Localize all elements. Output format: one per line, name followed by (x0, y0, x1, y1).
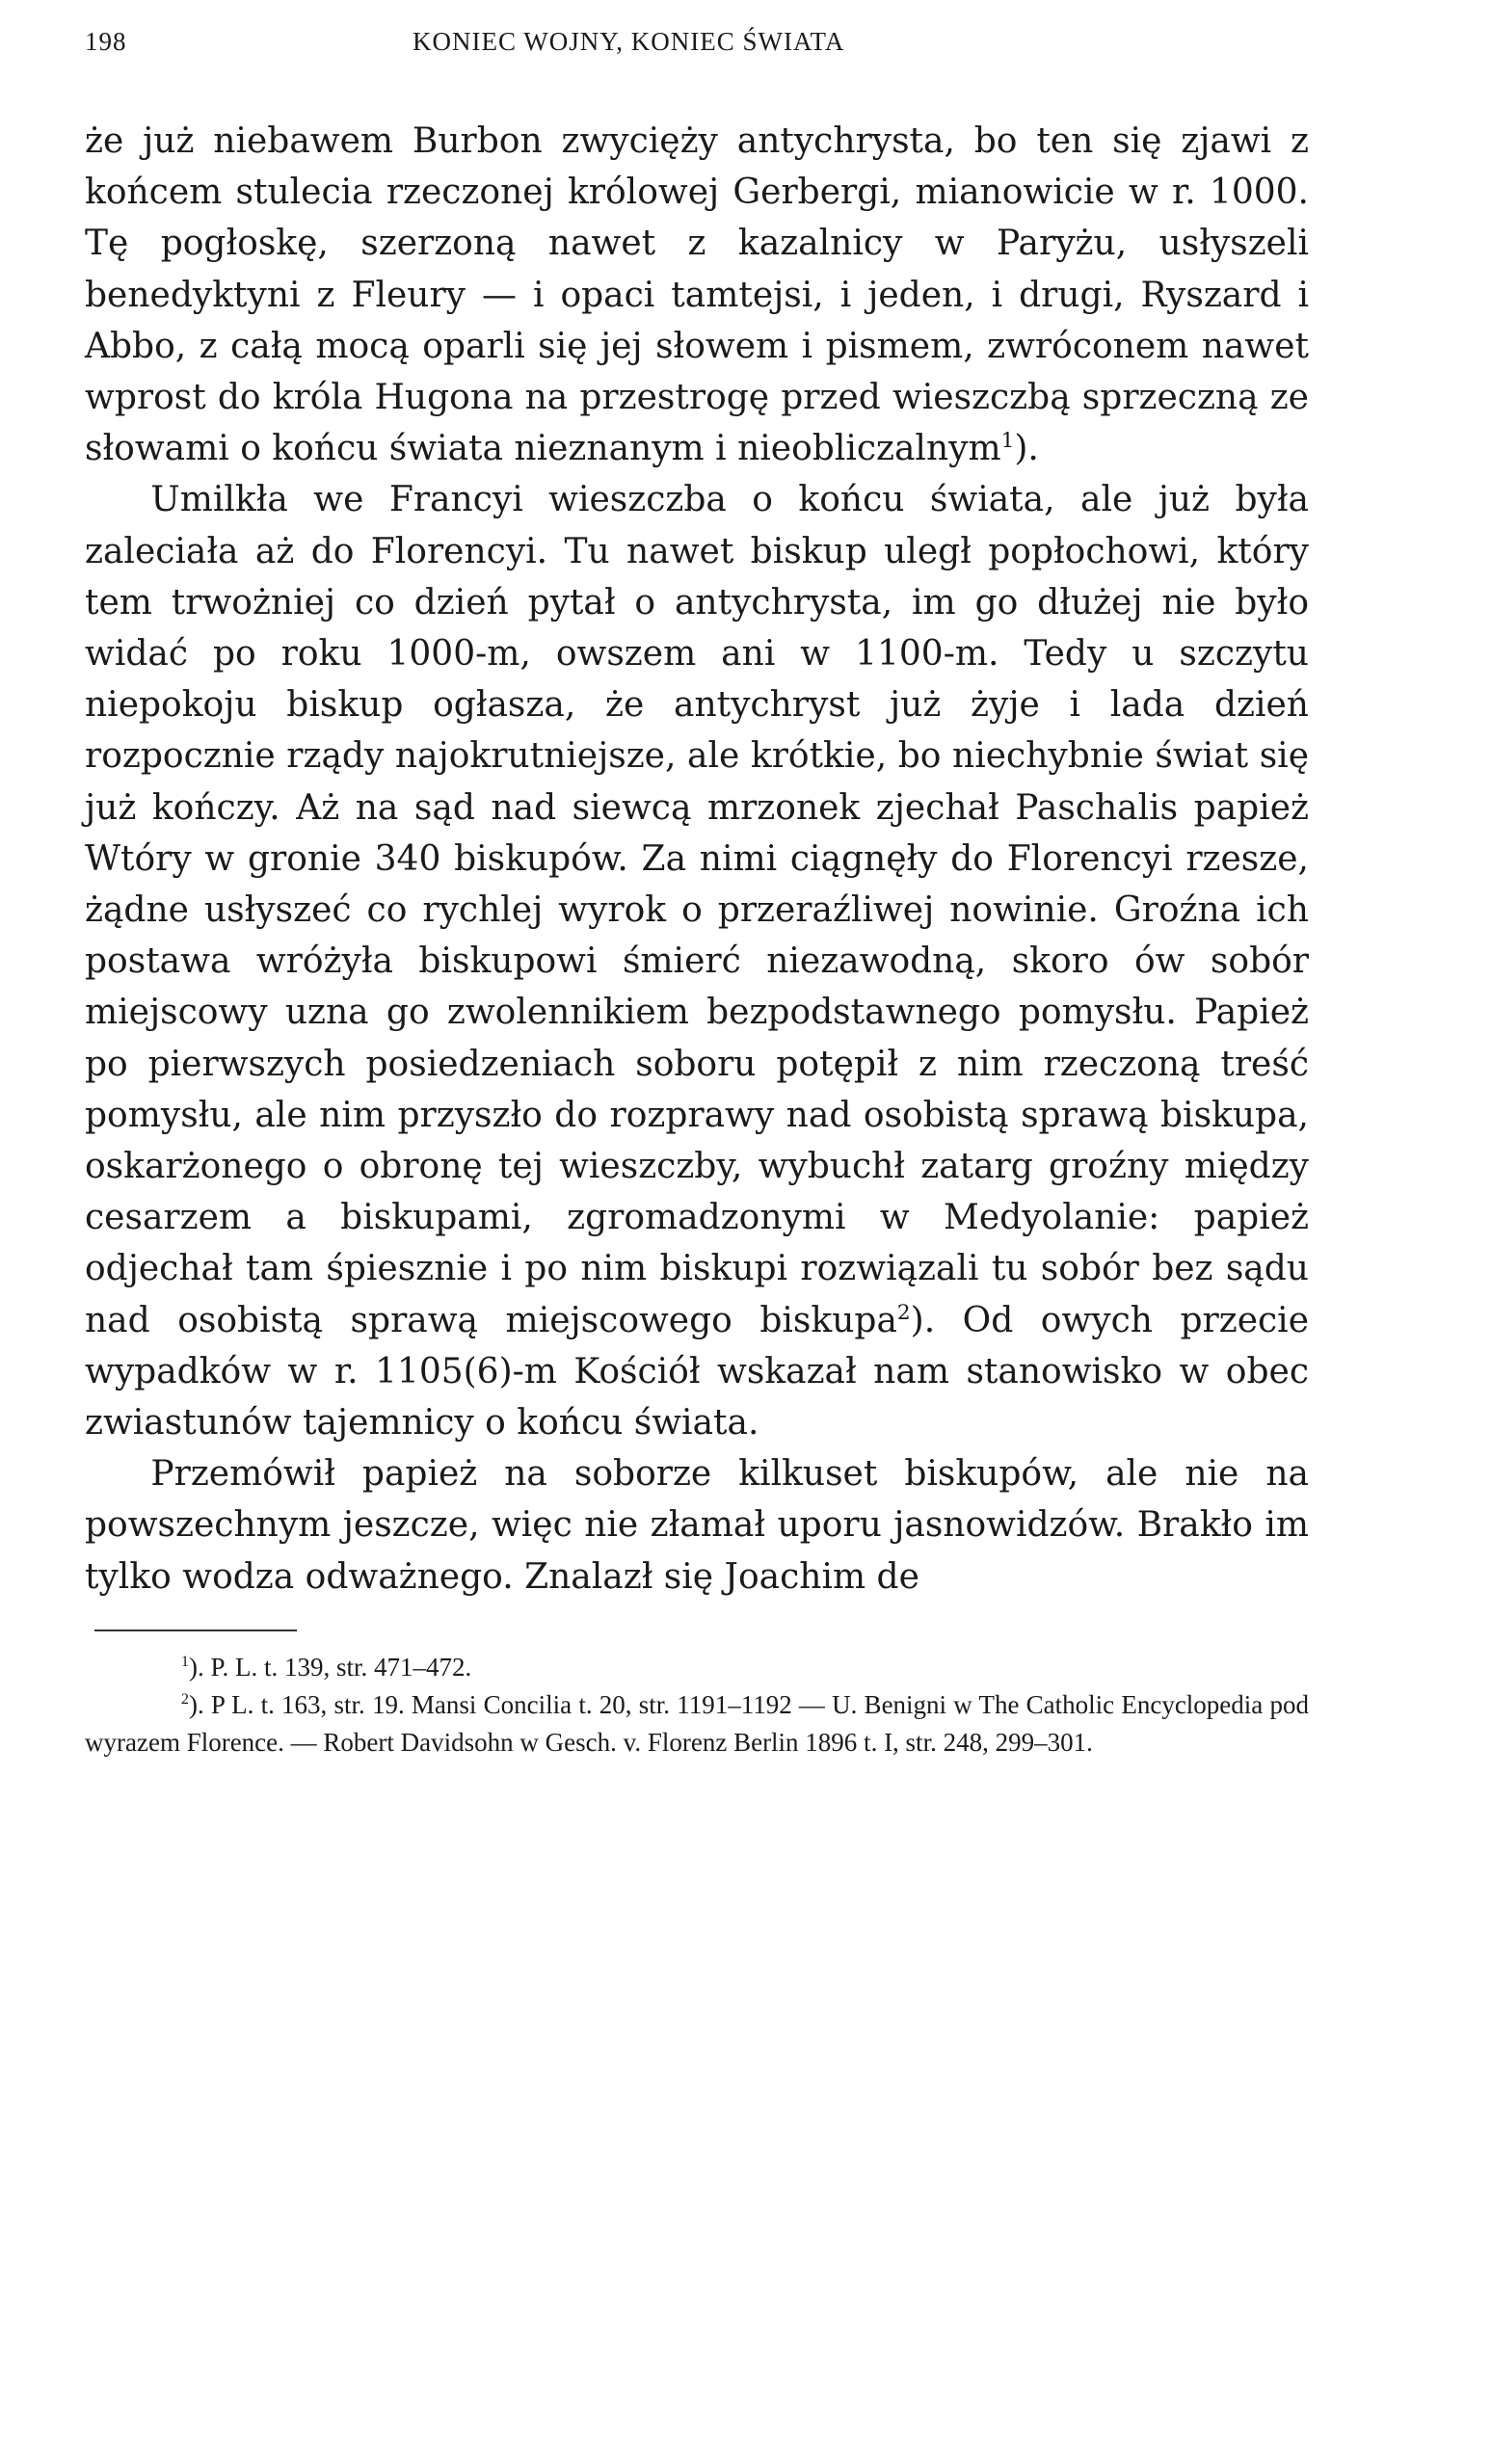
paragraph-2-tail: ). Od owych przecie wypadków w r. 1105(6)-m Kościół wskazał nam stanowisko w obec zwiastunów tajemnicy o końcu świata. (85, 1300, 1309, 1444)
footnote-ref-1[interactable]: 1 (1000, 429, 1015, 454)
paragraph-2-text: Umilkła we Francyi wieszczba o końcu świata, ale już była zaleciała aż do Florencyi. Tu nawet biskup uległ popłochowi, który tem trwożniej co dzień pytał o antychrysta, im go dłużej nie było widać po roku 1000-m, owszem ani w 1100-m. Tedy u szczytu niepokoju biskup ogłasza, że antychryst już żyje i lada dzień rozpocznie rządy najokrutniejsze, ale krótkie, bo niechybnie świat się już kończy. Aż na sąd nad siewcą mrzonek zjechał Paschalis papież Wtóry w gronie 340 biskupów. Za nimi ciągnęły do Florencyi rzesze, żądne usłyszeć co rychlej wyrok o przeraźliwej nowinie. Groźna ich postawa wróżyła biskupowi śmierć niezawodną, skoro ów sobór miejscowy uzna go zwolennikiem bezpodstawnego pomysłu. Papież po pierwszych posiedzeniach soboru potępił z nim rzeczoną treść pomysłu, ale nim przyszło do rozprawy nad osobistą sprawą biskupa, oskarżonego o obronę tej wieszczby, wybuchł zatarg groźny między cesarzem a biskupami, zgromadzonymi w Medyolanie: papież odjechał tam śpiesznie i po nim biskupi rozwiązali tu sobór bez sądu nad osobistą sprawą miejscowego biskupa (85, 480, 1309, 1340)
footnote-ref-2[interactable]: 2 (896, 1300, 911, 1325)
paragraph-1 (85, 116, 1309, 474)
paragraph-1-tail: ). (1014, 429, 1039, 469)
body-text (85, 116, 1309, 1603)
paragraph-3-text: Przemówił papież na soborze kilkuset biskupów, ale nie na powszechnym jeszcze, więc nie złamał uporu jasnowidzów. Brakło im tylko wodza odważnego. Znalazł się Joachim de (85, 1454, 1309, 1597)
footnote-2: $^2$). P L. t. 163, str. 19. Mansi Concilia t. 20, str. 1191–1192 — U. Benigni w The Catholic Encyclopedia pod wyrazem Florence. — Robert Davidsohn w Gesch. v. Florenz Berlin 1896 t. I, str. 248, 299–301. (85, 1689, 1309, 1757)
footnote-2-text: ). P L. t. 163, str. 19. Mansi Concilia t. 20, str. 1191–1192 — U. Benigni w The Catholic Encyclopedia pod wyrazem Florence. — Robert Davidsohn w Gesch. v. Florenz Berlin 1896 t. I, str. 248, 299–301. (85, 1689, 1309, 1757)
running-title: KONIEC WOJNY, KONIEC ŚWIATA (413, 27, 845, 56)
paragraph-2 (85, 474, 1309, 1448)
footnotes (85, 1649, 1309, 1762)
footnote-1-text: ). P. L. t. 139, str. 471–472. (188, 1652, 472, 1682)
paragraph-1-text: że już niebawem Burbon zwycięży antychrysta, bo ten się zjawi z końcem stulecia rzeczonej królowej Gerbergi, mianowicie w r. 1000. Tę pogłoskę, szerzoną nawet z kazalnicy w Paryżu, usłyszeli benedyktyni z Fleury — i opaci tamtejsi, i jeden, i drugi, Ryszard i Abbo, z całą mocą oparli się jej słowem i pismem, zwróconem nawet wprost do króla Hugona na przestrogę przed wieszczbą sprzeczną ze słowami o końcu świata nieznanym i nieobliczalnym (85, 121, 1309, 469)
footnote-separator (94, 1629, 297, 1631)
book-page (85, 27, 1309, 1762)
paragraph-3 (85, 1448, 1309, 1603)
footnote-1: $^1$). P. L. t. 139, str. 471–472. (180, 1652, 472, 1682)
page-number: 198 (85, 27, 127, 56)
running-head (85, 27, 1309, 66)
